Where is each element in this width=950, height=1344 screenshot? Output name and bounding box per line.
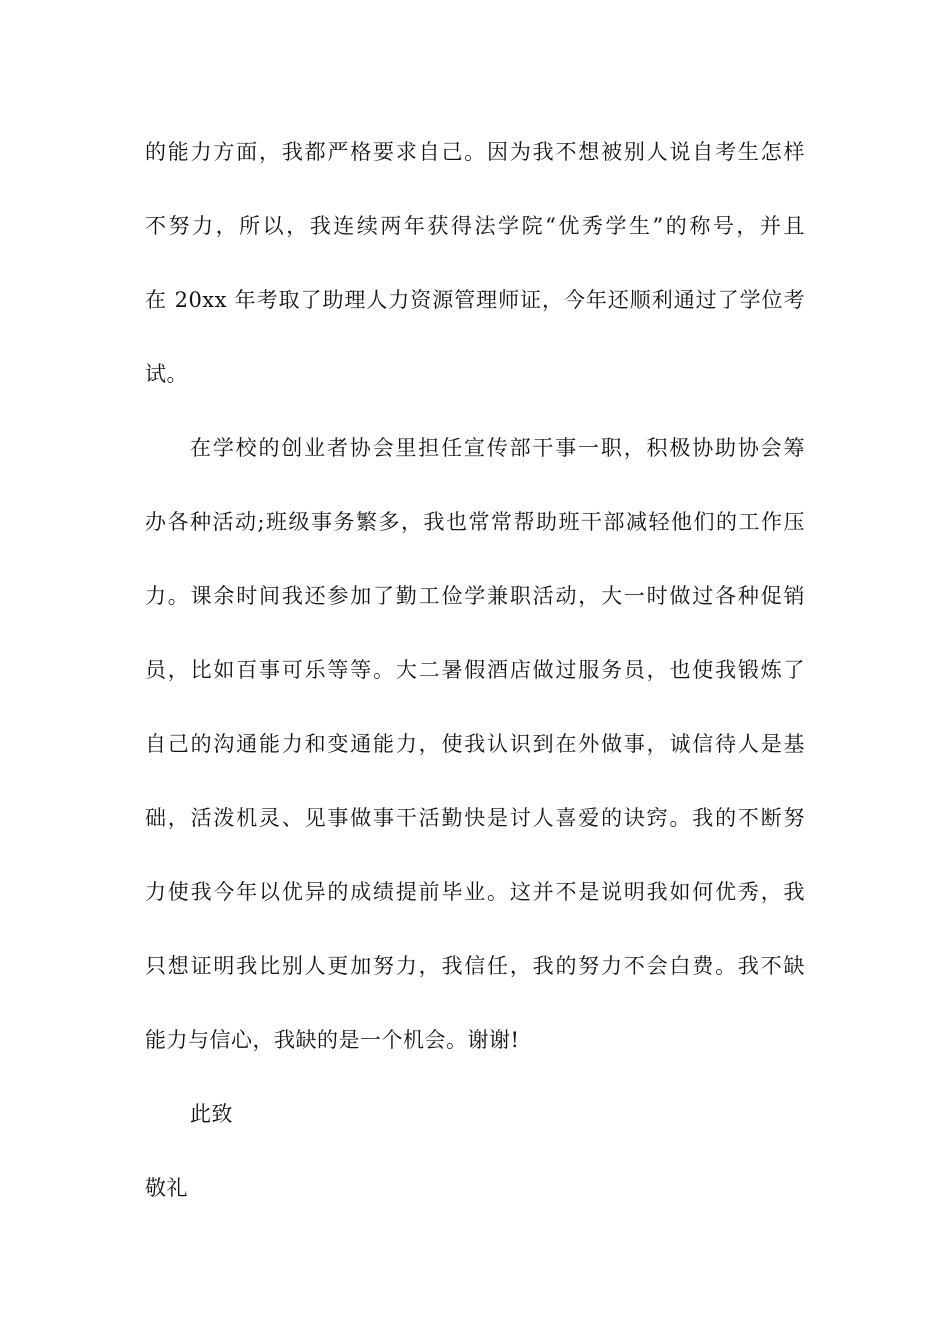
- paragraph-2-line-6: 础，活泼机灵、见事做事干活勤快是讨人喜爱的诀窍。我的不断努: [145, 806, 805, 830]
- closing-salutation: 此致: [190, 1102, 233, 1126]
- paragraph-2-line-8: 只想证明我比别人更加努力，我信任，我的努力不会白费。我不缺: [145, 954, 805, 978]
- paragraph-1-line-2: 不努力，所以，我连续两年获得法学院“优秀学生”的称号，并且: [145, 214, 805, 238]
- paragraph-2-line-7: 力使我今年以优异的成绩提前毕业。这并不是说明我如何优秀，我: [145, 880, 805, 904]
- paragraph-2-line-9: 能力与信心，我缺的是一个机会。谢谢!: [145, 1028, 520, 1052]
- paragraph-1-line-1: 的能力方面，我都严格要求自己。因为我不想被别人说自考生怎样: [145, 140, 805, 164]
- closing-regards: 敬礼: [145, 1176, 188, 1200]
- paragraph-1-line-3: 在 20xx 年考取了助理人力资源管理师证，今年还顺利通过了学位考: [145, 288, 805, 312]
- paragraph-2-line-1: 在学校的创业者协会里担任宣传部干事一职，积极协助协会筹: [190, 436, 805, 460]
- paragraph-2-line-2: 办各种活动;班级事务繁多，我也常常帮助班干部减轻他们的工作压: [145, 510, 805, 534]
- paragraph-2-line-4: 员，比如百事可乐等等。大二暑假酒店做过服务员，也使我锻炼了: [145, 658, 805, 682]
- paragraph-1-line-4: 试。: [145, 362, 188, 386]
- paragraph-2-line-3: 力。课余时间我还参加了勤工俭学兼职活动，大一时做过各种促销: [145, 584, 805, 608]
- paragraph-2-line-5: 自己的沟通能力和变通能力，使我认识到在外做事，诚信待人是基: [145, 732, 805, 756]
